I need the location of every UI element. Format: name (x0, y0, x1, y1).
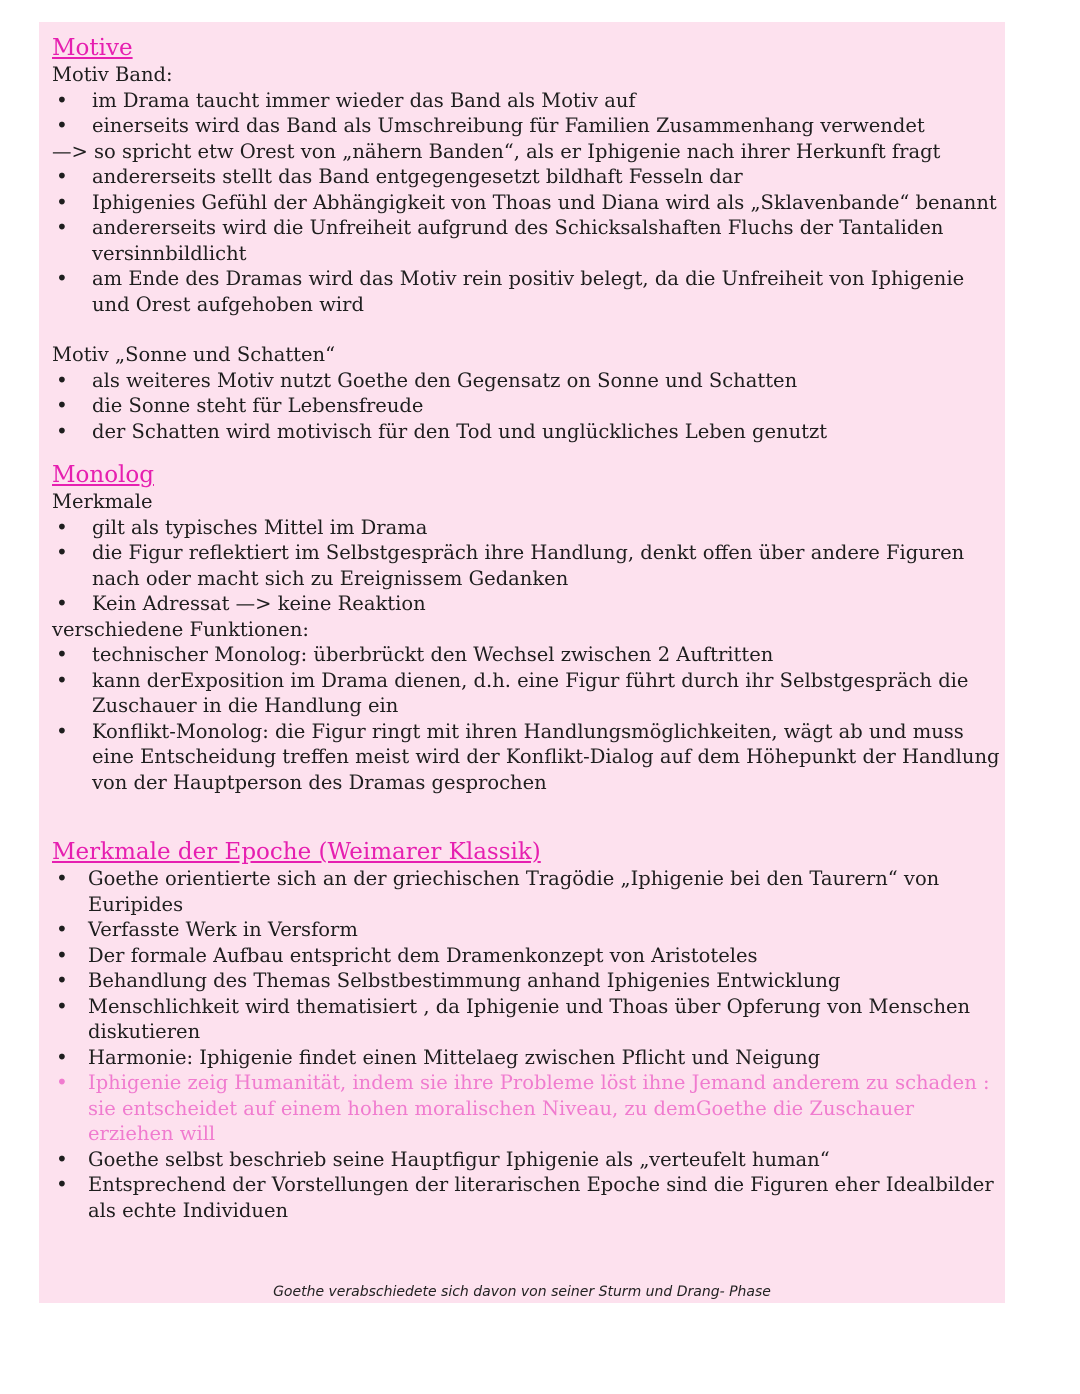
bullet-list-epoche (52, 866, 1002, 1223)
list-item: • Iphigenies Gefühl der Abhängigkeit von Thoas und Diana wird als „Sklavenbande“ benannt (52, 190, 1002, 216)
list-item: • Goethe selbst beschrieb seine Hauptfigur Iphigenie als „verteufelt human“ (52, 1147, 1002, 1173)
note-content (52, 34, 1002, 1223)
bullet-list-merkmale (52, 515, 1002, 617)
list-item: • Konflikt-Monolog: die Figur ringt mit ihren Handlungsmöglichkeiten, wägt ab und muss eine Entscheidung treffen meist wird der Konflikt-Dialog auf dem Höhepunkt der Handlung von der Hauptperson des Dramas gesprochen (52, 719, 1002, 796)
section-heading-motive: Motive (52, 35, 133, 61)
arrow-note: —> so spricht etw Orest von „nähern Banden“, als er Iphigenie nach ihrer Herkunft fragt (52, 139, 941, 163)
list-item: • Menschlichkeit wird thematisiert , da Iphigenie und Thoas über Opferung von Menschen diskutieren (52, 994, 1002, 1045)
list-item: • andererseits wird die Unfreiheit aufgrund des Schicksalshaften Fluchs der Tantaliden versinnbildlicht (52, 215, 1002, 266)
handwritten-footnote: Goethe verabschiedete sich davon von seiner Sturm und Drang- Phase (273, 1284, 771, 1300)
subheading-merkmale: Merkmale (52, 490, 153, 513)
list-item: • als weiteres Motiv nutzt Goethe den Gegensatz on Sonne und Schatten (52, 368, 1002, 394)
list-item: • andererseits stellt das Band entgegengesetzt bildhaft Fesseln dar (52, 164, 1002, 190)
section-heading-epoche: Merkmale der Epoche (Weimarer Klassik) (52, 839, 541, 865)
list-item: • Behandlung des Themas Selbstbestimmung anhand Iphigenies Entwicklung (52, 968, 1002, 994)
bullet-list-band (52, 88, 1002, 139)
list-item: • kann derExposition im Drama dienen, d.h. eine Figur führt durch ihr Selbstgespräch die Zuschauer in die Handlung ein (52, 668, 1002, 719)
list-item: • gilt als typisches Mittel im Drama (52, 515, 1002, 541)
section-motive (52, 34, 1002, 444)
list-item: • Goethe orientierte sich an der griechischen Tragödie „Iphigenie bei den Taurern“ von Euripides (52, 866, 1002, 917)
section-heading-monolog: Monolog (52, 462, 154, 488)
list-item: • einerseits wird das Band als Umschreibung für Familien Zusammenhang verwendet (52, 113, 1002, 139)
list-item: • Verfasste Werk in Versform (52, 917, 1002, 943)
list-item: • der Schatten wird motivisch für den Tod und unglückliches Leben genutzt (52, 419, 1002, 445)
subheading-sonne-schatten: Motiv „Sonne und Schatten“ (52, 343, 336, 366)
bullet-list-sonne (52, 368, 1002, 445)
subheading-motiv-band: Motiv Band: (52, 63, 173, 86)
list-item: • im Drama taucht immer wieder das Band als Motiv auf (52, 88, 1002, 114)
subheading-funktionen: verschiedene Funktionen: (52, 617, 309, 641)
note-page (39, 22, 1005, 1303)
section-epoche (52, 838, 1002, 1223)
list-item: • am Ende des Dramas wird das Motiv rein positiv belegt, da die Unfreiheit von Iphigenie und Orest aufgehoben wird (52, 266, 1002, 317)
list-item: • Entsprechend der Vorstellungen der literarischen Epoche sind die Figuren eher Idealbilder als echte Individuen (52, 1172, 1002, 1223)
list-item: • Harmonie: Iphigenie findet einen Mittelaeg zwischen Pflicht und Neigung (52, 1045, 1002, 1071)
list-item: • Der formale Aufbau entspricht dem Dramenkonzept von Aristoteles (52, 943, 1002, 969)
bullet-list-funktionen (52, 642, 1002, 795)
section-monolog (52, 461, 1002, 795)
list-item: • Kein Adressat —> keine Reaktion (52, 591, 1002, 617)
list-item: • die Sonne steht für Lebensfreude (52, 393, 1002, 419)
list-item-highlighted: • Iphigenie zeig Humanität, indem sie ihre Probleme löst ihne Jemand anderem zu schaden : sie entscheidet auf einem hohen moralischen Niveau, zu demGoethe die Zuschauer erziehen will (52, 1070, 1002, 1147)
list-item: • technischer Monolog: überbrückt den Wechsel zwischen 2 Auftritten (52, 642, 1002, 668)
bullet-list-band-2 (52, 164, 1002, 317)
list-item: • die Figur reflektiert im Selbstgespräch ihre Handlung, denkt offen über andere Figuren nach oder macht sich zu Ereignissem Gedanken (52, 540, 1002, 591)
